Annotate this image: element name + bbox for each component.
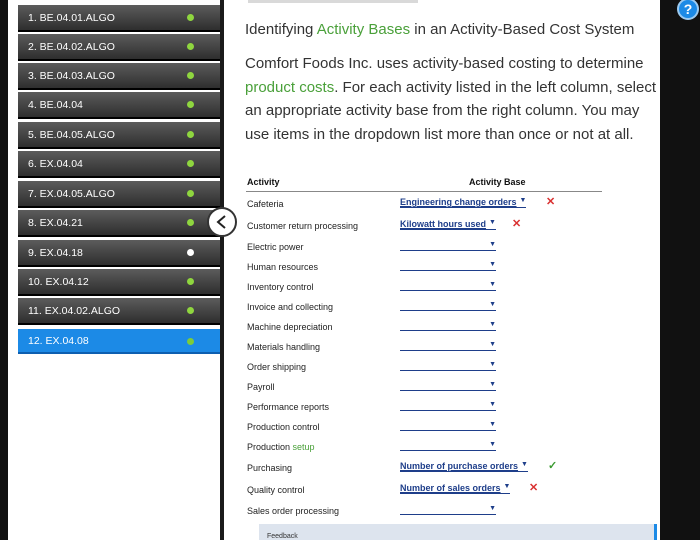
- table-row: [246, 299, 602, 319]
- activity-label: Production setup: [247, 442, 315, 452]
- status-dot-icon: [187, 72, 194, 79]
- table-row: [246, 196, 602, 216]
- dropdown-caret-icon: ▼: [519, 197, 527, 204]
- sidebar-item-4[interactable]: [18, 92, 228, 119]
- instruction-text: . For each activity listed in the left column, select an appropriate activity base from the right column. You may use items in the dropdown list more than once or not at all.: [245, 78, 657, 143]
- window-left-edge: [0, 0, 8, 540]
- dropdown-caret-icon: ▼: [503, 483, 511, 490]
- status-dot-icon: [187, 307, 194, 314]
- sidebar-item-label: 7. EX.04.05.ALGO: [28, 188, 115, 200]
- dropdown-caret-icon: ▼: [521, 461, 528, 468]
- table-row: [246, 399, 602, 419]
- problem-instructions: [245, 52, 657, 146]
- sidebar-item-7[interactable]: [18, 181, 228, 208]
- sidebar-item-label: 6. EX.04.04: [28, 158, 83, 170]
- table-row: [246, 279, 602, 299]
- dropdown-caret-icon: ▼: [489, 341, 496, 348]
- problem-title: [245, 21, 634, 38]
- activity-label: Purchasing: [247, 463, 293, 473]
- sidebar-item-label: 2. BE.04.02.ALGO: [28, 41, 115, 53]
- dropdown-caret-icon: ▼: [489, 381, 496, 388]
- correct-check-icon: ✓: [548, 460, 558, 472]
- dropdown-caret-icon: ▼: [489, 361, 496, 368]
- column-header-activity-base: Activity Base: [469, 177, 526, 187]
- status-dot-icon: [187, 131, 194, 138]
- sidebar-item-8[interactable]: [18, 210, 228, 237]
- sidebar-item-label: 10. EX.04.12: [28, 276, 89, 288]
- activity-base-select[interactable]: [400, 240, 496, 251]
- sidebar-item-12[interactable]: [18, 329, 228, 354]
- top-strip: [248, 0, 418, 3]
- help-question-icon: ?: [683, 1, 693, 17]
- chevron-left-icon: [215, 214, 229, 230]
- activity-base-select[interactable]: [400, 360, 496, 371]
- table-row: [246, 379, 602, 399]
- dropdown-caret-icon: ▼: [489, 321, 496, 328]
- table-row: [246, 482, 602, 502]
- incorrect-x-icon: ✕: [512, 218, 522, 230]
- activity-label: Sales order processing: [247, 506, 340, 516]
- activity-base-select[interactable]: [400, 483, 510, 494]
- instruction-text: Comfort Foods Inc. uses activity-based costing to determine: [245, 55, 644, 72]
- activity-label: Inventory control: [247, 282, 314, 292]
- status-dot-icon: [187, 278, 194, 285]
- dropdown-caret-icon: ▼: [489, 261, 496, 268]
- sidebar-item-10[interactable]: [18, 269, 228, 296]
- dropdown-caret-icon: ▼: [489, 301, 496, 308]
- activity-label: Materials handling: [247, 342, 321, 352]
- dropdown-caret-icon: ▼: [489, 219, 496, 226]
- feedback-section[interactable]: [259, 524, 657, 540]
- incorrect-x-icon: ✕: [546, 196, 556, 208]
- collapse-sidebar-button[interactable]: [207, 207, 237, 237]
- sidebar-item-label: 5. BE.04.05.ALGO: [28, 129, 115, 141]
- table-row: [246, 460, 602, 480]
- activity-label: Quality control: [247, 485, 305, 495]
- select-value: Kilowatt hours used: [400, 219, 487, 229]
- activity-label: Machine depreciation: [247, 322, 333, 332]
- table-row: [246, 319, 602, 339]
- table-row: [246, 218, 602, 238]
- table-row: [246, 259, 602, 279]
- activity-label: Electric power: [247, 242, 304, 252]
- status-dot-icon: [187, 14, 194, 21]
- dropdown-caret-icon: ▼: [489, 441, 496, 448]
- activity-base-select[interactable]: [400, 300, 496, 311]
- table-row: [246, 339, 602, 359]
- sidebar-item-1[interactable]: [18, 5, 228, 32]
- table-row: [246, 419, 602, 439]
- dropdown-caret-icon: ▼: [489, 421, 496, 428]
- activity-base-table: [246, 176, 602, 516]
- feedback-label: Feedback: [267, 533, 298, 540]
- select-value: Number of sales orders: [400, 483, 501, 493]
- sidebar-item-5[interactable]: [18, 122, 228, 149]
- activity-base-select[interactable]: [400, 400, 496, 411]
- activity-label: Order shipping: [247, 362, 307, 372]
- title-text: in an Activity-Based Cost System: [410, 21, 635, 38]
- dropdown-caret-icon: ▼: [489, 241, 496, 248]
- activity-bases-link[interactable]: Activity Bases: [316, 21, 411, 38]
- sidebar-item-6[interactable]: [18, 151, 228, 178]
- table-row: [246, 239, 602, 259]
- select-value: Number of purchase orders: [400, 461, 519, 471]
- sidebar-item-9[interactable]: [18, 240, 228, 267]
- status-dot-icon: [187, 160, 194, 167]
- activity-label: Cafeteria: [247, 199, 284, 209]
- select-value: Engineering change orders: [400, 197, 517, 207]
- dropdown-caret-icon: ▼: [489, 281, 496, 288]
- activity-base-select[interactable]: [400, 461, 528, 472]
- status-dot-icon: [187, 219, 194, 226]
- table-row: [246, 439, 602, 459]
- activity-base-select[interactable]: [400, 504, 496, 515]
- table-header: [246, 176, 602, 192]
- column-header-activity: Activity: [247, 177, 280, 187]
- question-sidebar: [8, 0, 220, 540]
- product-costs-link[interactable]: product costs: [245, 78, 335, 96]
- window-right-edge: [660, 0, 700, 540]
- dropdown-caret-icon: ▼: [489, 505, 496, 512]
- sidebar-item-label: 9. EX.04.18: [28, 247, 83, 259]
- sidebar-item-label: 4. BE.04.04: [28, 99, 83, 111]
- activity-base-select[interactable]: [400, 420, 496, 431]
- sidebar-item-label: 1. BE.04.01.ALGO: [28, 12, 115, 24]
- sidebar-item-11[interactable]: [18, 298, 228, 325]
- status-dot-icon: [187, 43, 194, 50]
- activity-base-select[interactable]: [400, 260, 496, 271]
- status-dot-icon: [187, 338, 194, 345]
- activity-label: Payroll: [247, 382, 275, 392]
- sidebar-item-2[interactable]: [18, 34, 228, 61]
- activity-base-select[interactable]: [400, 197, 526, 208]
- activity-label: Human resources: [247, 262, 319, 272]
- activity-base-select[interactable]: [400, 440, 496, 451]
- activity-label: Invoice and collecting: [247, 302, 334, 312]
- table-row: [246, 359, 602, 379]
- activity-label: Customer return processing: [247, 221, 359, 231]
- activity-label: Performance reports: [247, 402, 330, 412]
- activity-base-select[interactable]: [400, 320, 496, 331]
- dropdown-caret-icon: ▼: [489, 401, 496, 408]
- table-row: [246, 503, 602, 523]
- status-dot-icon: [187, 101, 194, 108]
- activity-base-select[interactable]: [400, 280, 496, 291]
- activity-base-select[interactable]: [400, 219, 496, 230]
- sidebar-item-label: 8. EX.04.21: [28, 217, 83, 229]
- sidebar-item-label: 12. EX.04.08: [28, 335, 89, 347]
- activity-base-select[interactable]: [400, 340, 496, 351]
- status-dot-icon: [187, 190, 194, 197]
- setup-link[interactable]: setup: [292, 442, 315, 452]
- status-dot-icon: [187, 249, 194, 256]
- activity-base-select[interactable]: [400, 380, 496, 391]
- incorrect-x-icon: ✕: [529, 482, 539, 494]
- problem-content: [224, 0, 660, 540]
- sidebar-item-label: 3. BE.04.03.ALGO: [28, 70, 115, 82]
- sidebar-item-label: 11. EX.04.02.ALGO: [28, 305, 121, 317]
- activity-label: Production control: [247, 422, 320, 432]
- title-text: Identifying: [245, 21, 317, 38]
- sidebar-item-3[interactable]: [18, 63, 228, 90]
